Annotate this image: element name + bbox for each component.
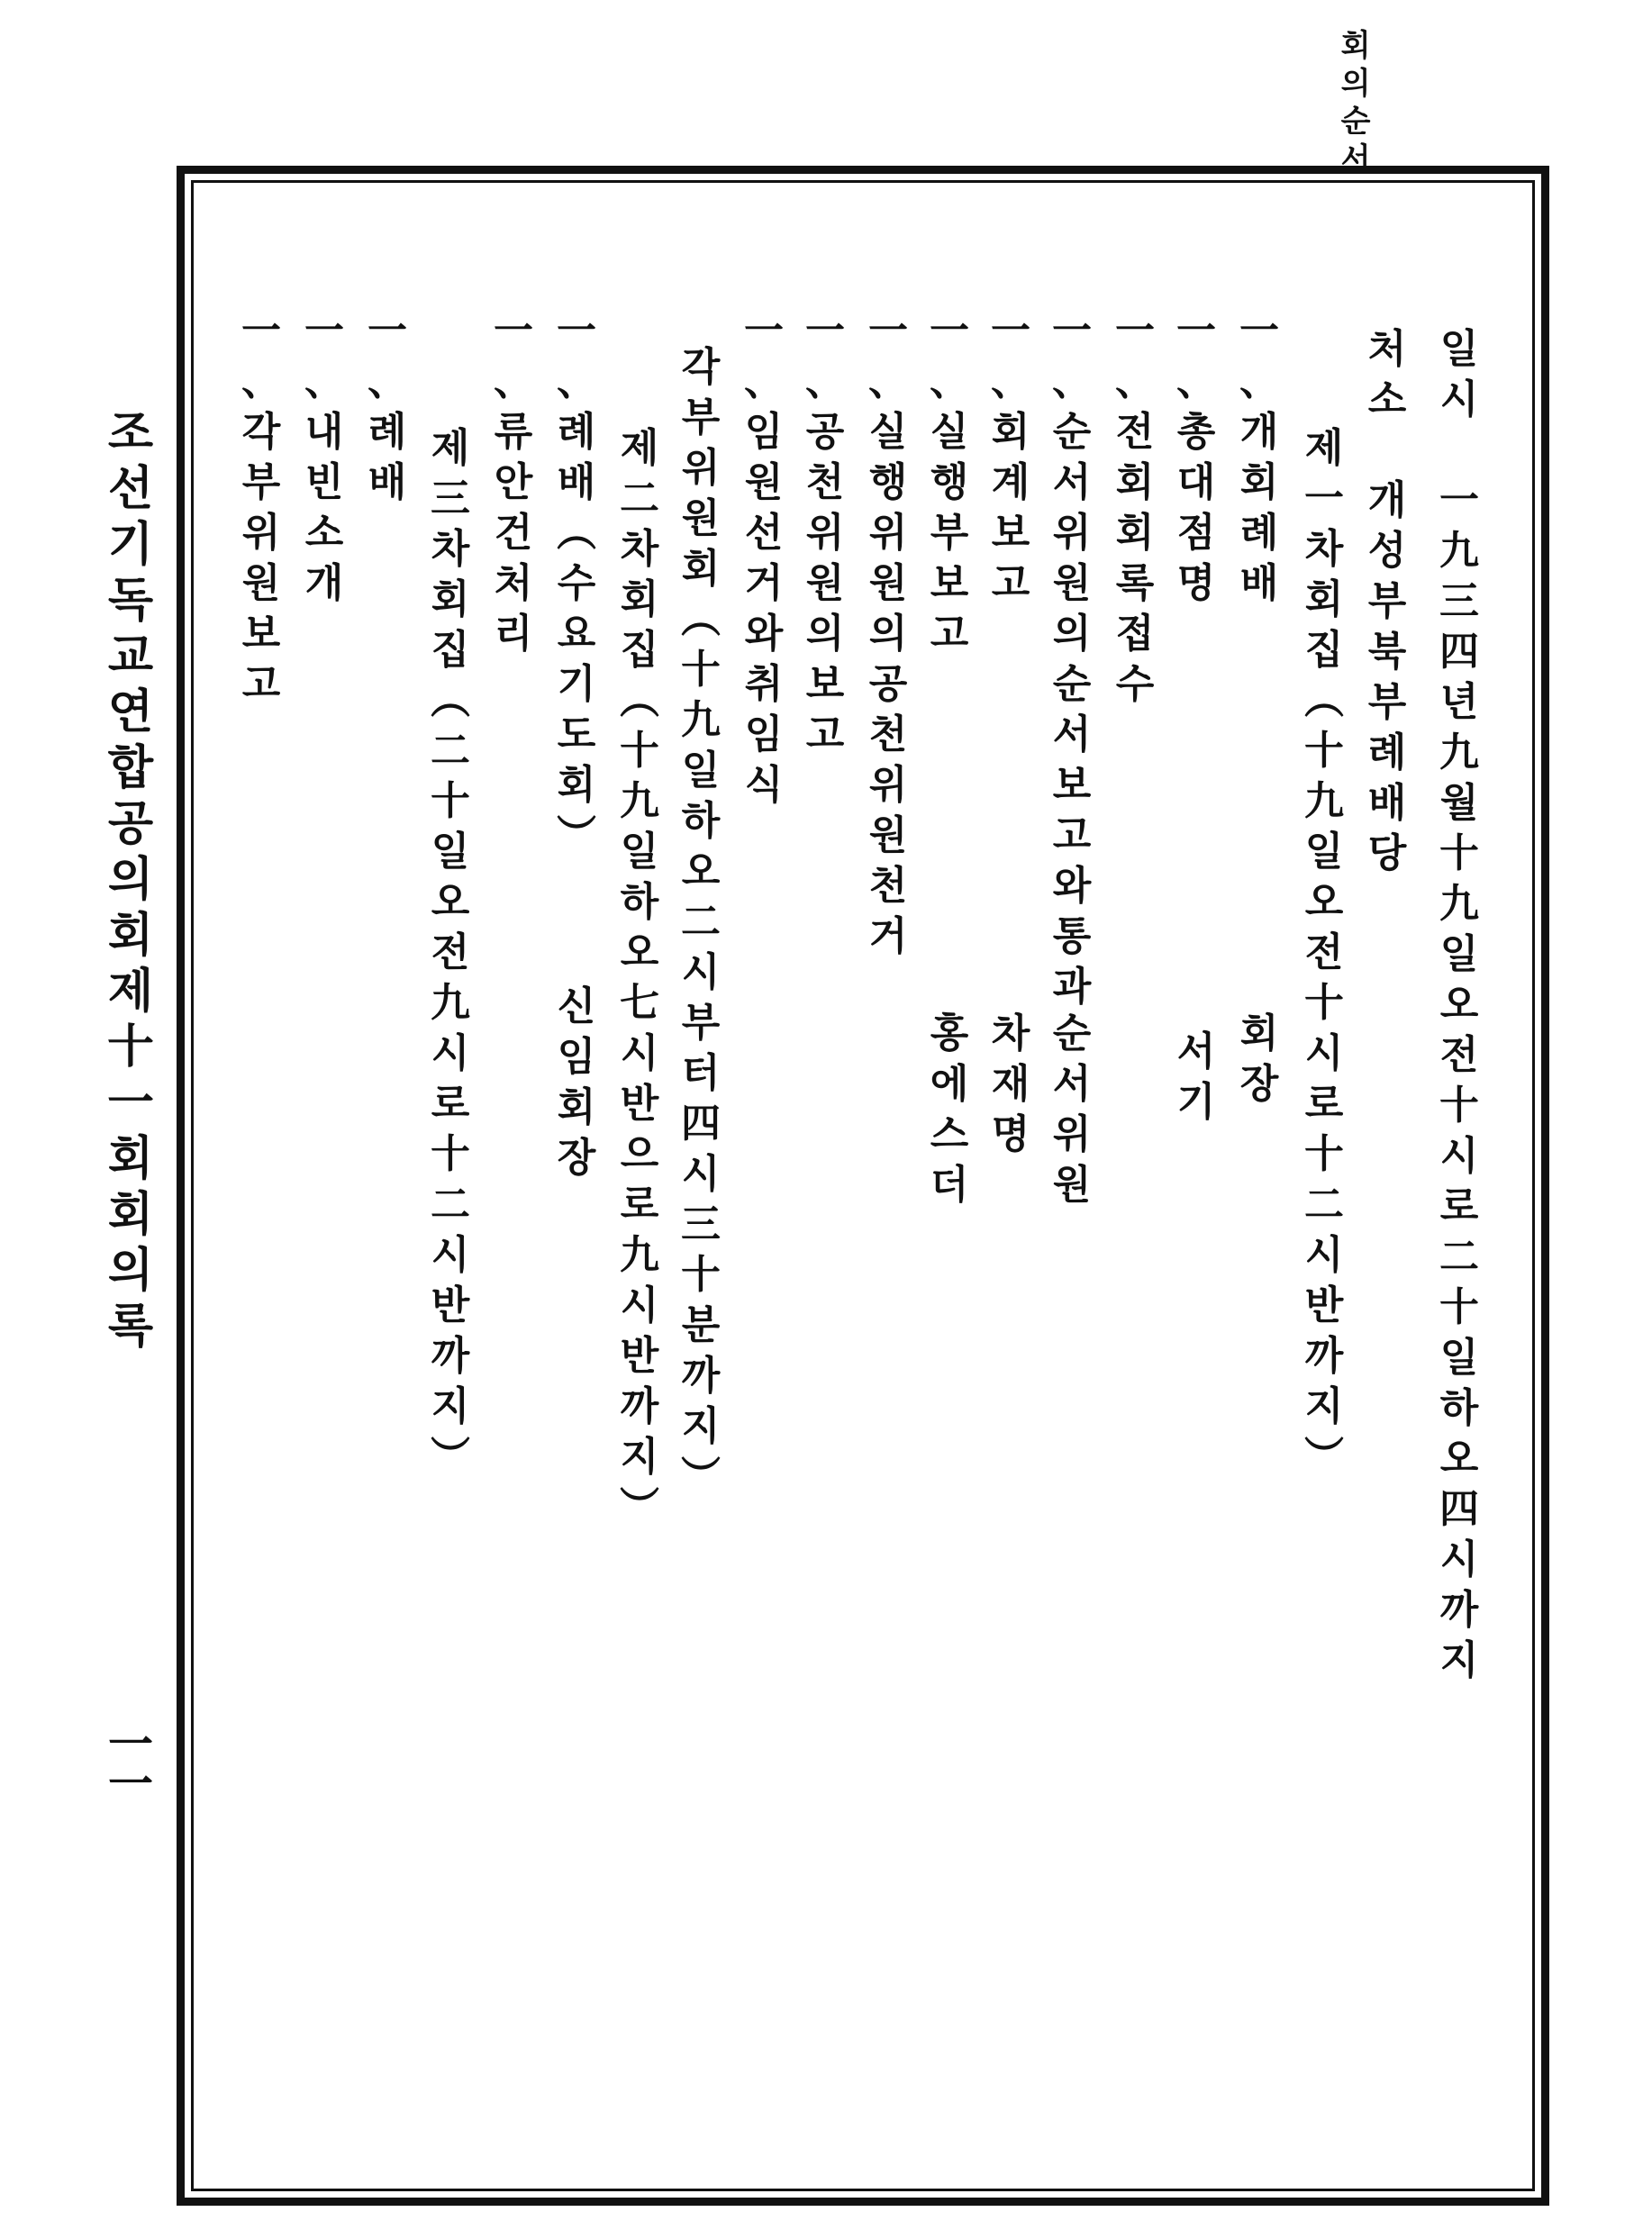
column-item1-role: 회 장 (1239, 1011, 1279, 1107)
column-item2-role: 서 기 (1176, 1029, 1216, 1125)
column-session1: 제 一 차 회 집 ︵ 十 九 일 오 전 十 시 로 十 二 시 반 까 지 ︶ (1304, 425, 1344, 1480)
column-item5-role: 차 재 명 (991, 1011, 1030, 1157)
column-item9: 一 、 임 원 선 거 와 취 임 식 (744, 308, 784, 808)
page-number: 一 一 (108, 1718, 153, 1810)
column-item10-role: 신 임 회 장 (557, 984, 596, 1181)
column-item5: 一 、 회 계 보 고 (991, 308, 1030, 606)
column-date: 일 시 一 九 三 四 년 九 월 十 九 일 오 전 十 시 로 二 十 일 하 오 四 시 까 지 (1439, 326, 1479, 1683)
column-subcommittee: 각 부 위 원 회 ︵ 十 九 일 하 오 二 시 부 터 四 시 三 十 분 까 지 ︶ (681, 344, 721, 1500)
column-session3: 제 三 차 회 집 ︵ 二 十 일 오 전 九 시 로 十 二 시 반 까 지 ︶ (431, 425, 470, 1480)
running-head: 회 의 순 서 (1340, 28, 1371, 177)
column-item14: 一 、 각 부 위 원 보 고 (241, 308, 281, 707)
column-item4-role: 순 서 위 원 (1052, 1011, 1092, 1208)
column-item11: 一 、 류 안 건 처 리 (494, 308, 533, 657)
column-item10: 一 、 례 배 ︵ 수 요 기 도 회 ︶ (557, 308, 596, 858)
column-item4: 一 、 순 서 위 원 의 순 서 보 고 와 통 과 (1052, 308, 1092, 1010)
column-item8: 一 、 공 천 위 원 의 보 고 (805, 308, 845, 757)
column-place: 처 소 개 성 부 북 부 례 배 당 (1367, 326, 1407, 876)
book-title-sidebar: 조 선 기 독 교 연 합 공 의 회 제 十 一 회 회 의 록 (106, 405, 154, 1354)
column-item13: 一 、 내 빈 소 개 (304, 308, 344, 606)
column-item1: 一 、 개 회 례 배 (1239, 308, 1279, 606)
column-item6: 一 、 실 행 부 보 고 (930, 308, 969, 657)
column-item3: 一 、 전 회 회 록 접 수 (1115, 308, 1155, 707)
column-session2: 제 二 차 회 집 ︵ 十 九 일 하 오 七 시 반 으 로 九 시 반 까 지 ︶ (620, 425, 659, 1530)
column-item12: 一 、 례 배 (368, 308, 407, 505)
column-item6-role: 홍 에 스 더 (930, 1011, 969, 1208)
column-item7: 一 、 실 행 위 원 의 공 천 위 원 천 거 (868, 308, 908, 959)
column-item2: 一 、 총 대 점 명 (1176, 308, 1216, 606)
